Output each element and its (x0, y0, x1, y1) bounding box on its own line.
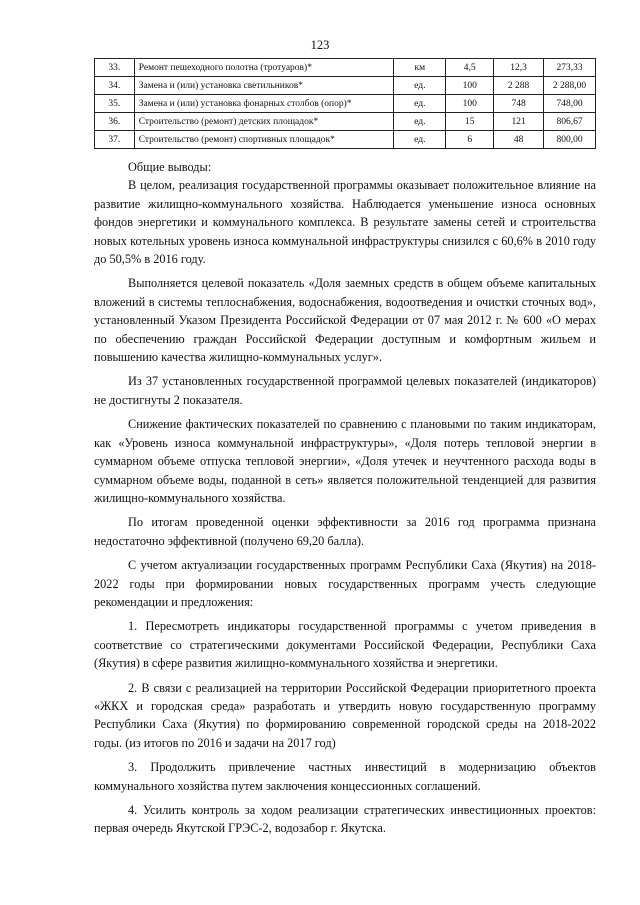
table-row (95, 131, 596, 149)
indicators-table-body (95, 59, 596, 149)
table-row (95, 77, 596, 95)
unit-cell: км (394, 59, 446, 77)
unit-cell: ед. (394, 113, 446, 131)
table-row (95, 95, 596, 113)
fact-value-cell: 121 (494, 113, 544, 131)
conclusions-heading: Общие выводы: (128, 160, 212, 174)
indicator-name-cell: Замена и (или) установка фонарных столбов (опор)* (134, 95, 394, 113)
indicators-table (94, 58, 596, 149)
table-row (95, 59, 596, 77)
percent-cell: 2 288,00 (544, 77, 596, 95)
body-text (94, 158, 596, 838)
fact-value-cell: 48 (494, 131, 544, 149)
percent-cell: 748,00 (544, 95, 596, 113)
plan-value-cell: 15 (446, 113, 494, 131)
page-number: 123 (310, 38, 330, 52)
indicator-name-cell: Строительство (ремонт) спортивных площадок* (134, 131, 394, 149)
fact-value-cell: 748 (494, 95, 544, 113)
unit-cell: ед. (394, 131, 446, 149)
row-number-cell: 33. (95, 59, 135, 77)
paragraph-2: Выполняется целевой показатель «Доля заемных средств в общем объеме капитальных вложений в системы теплоснабжения, водоснабжения, водоотведения и очистки сточных вод», установленный Указом Президента Российской Федерации от 07 мая 2012 г. № 600 «О мерах по обеспечению граждан Российской Федерации доступным и комфортным жильем и повышению качества жилищно-коммунальных услуг». (94, 276, 596, 365)
paragraph-5: По итогам проведенной оценки эффективности за 2016 год программа признана недостаточно эффективной (получено 69,20 балла). (94, 515, 596, 548)
table-row (95, 113, 596, 131)
unit-cell: ед. (394, 95, 446, 113)
paragraph-3: Из 37 установленных государственной программой целевых показателей (индикаторов) не достигнуты 2 показателя. (94, 374, 596, 407)
plan-value-cell: 6 (446, 131, 494, 149)
percent-cell: 806,67 (544, 113, 596, 131)
paragraph-1: В целом, реализация государственной программы оказывает положительное влияние на развитие жилищно-коммунального хозяйства. Наблюдается уменьшение износа основных фондов энергетики и коммунального комплекса. В результате замены сетей и строительства новых котельных уровень износа коммунальной инфраструктуры снизился с 60,6% в 2010 году до 50,5% в 2016 году. (94, 178, 596, 267)
unit-cell: ед. (394, 77, 446, 95)
fact-value-cell: 12,3 (494, 59, 544, 77)
indicator-name-cell: Ремонт пешеходного полотна (тротуаров)* (134, 59, 394, 77)
plan-value-cell: 4,5 (446, 59, 494, 77)
row-number-cell: 37. (95, 131, 135, 149)
paragraph-4: Снижение фактических показателей по сравнению с плановыми по таким индикаторам, как «Уровень износа коммунальной инфраструктуры», «Доля потерь тепловой энергии в суммарном объеме отпуска тепловой энергии», «Доля утечек и неучтенного расхода воды в суммарном объеме воды, поданной в сеть» является положительной тенденцией для развития жилищно-коммунального хозяйства. (94, 417, 596, 505)
fact-value-cell: 2 288 (494, 77, 544, 95)
plan-value-cell: 100 (446, 77, 494, 95)
row-number-cell: 35. (95, 95, 135, 113)
indicator-name-cell: Строительство (ремонт) детских площадок* (134, 113, 394, 131)
recommendation-3: 3. Продолжить привлечение частных инвестиций в модернизацию объектов коммунального хозяйства путем заключения концессионных соглашений. (94, 760, 596, 793)
plan-value-cell: 100 (446, 95, 494, 113)
recommendation-4: 4. Усилить контроль за ходом реализации стратегических инвестиционных проектов: первая очередь Якутской ГРЭС-2, водозабор г. Якутска. (94, 803, 596, 836)
row-number-cell: 34. (95, 77, 135, 95)
indicator-name-cell: Замена и (или) установка светильников* (134, 77, 394, 95)
recommendation-1: 1. Пересмотреть индикаторы государственной программы с учетом приведения в соответствие со стратегическими документами Российской Федерации, Республики Саха (Якутия) в сфере развития жилищно-коммунального хозяйства и энергетики. (94, 619, 596, 671)
percent-cell: 800,00 (544, 131, 596, 149)
recommendation-2: 2. В связи с реализацией на территории Российской Федерации приоритетного проекта «ЖКХ и городская среда» разработать и утвердить новую государственную программу Республики Саха (Якутия) по формированию современной городской среды на 2018-2022 годы. (из итогов по 2016 и задачи на 2017 год) (94, 680, 596, 750)
paragraph-6: С учетом актуализации государственных программ Республики Саха (Якутия) на 2018-2022 годы при формировании новых государственных программ учесть следующие рекомендации и предложения: (94, 558, 596, 609)
row-number-cell: 36. (95, 113, 135, 131)
percent-cell: 273,33 (544, 59, 596, 77)
